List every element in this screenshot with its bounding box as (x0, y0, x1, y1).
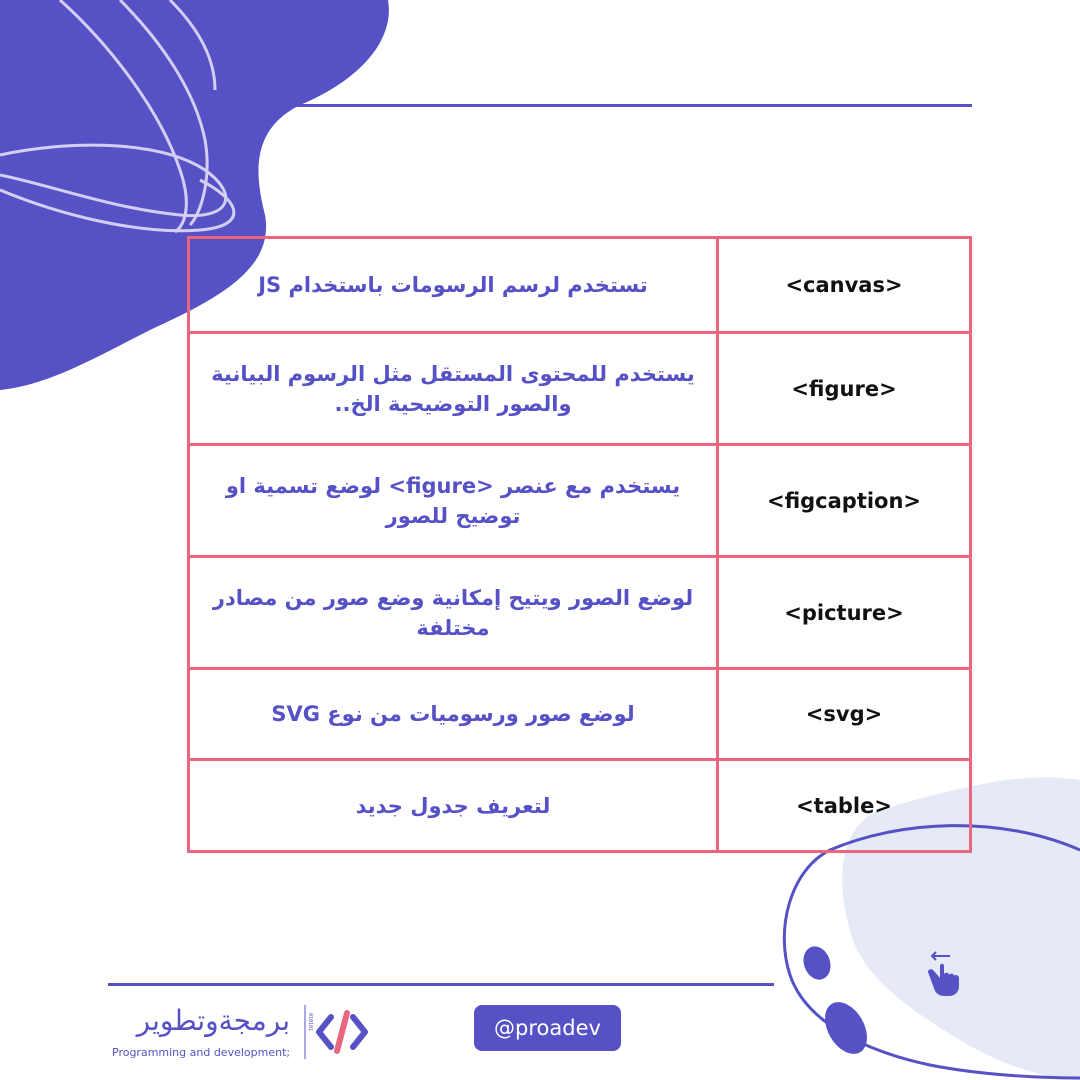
table-row (189, 445, 971, 557)
html-tags-table (187, 236, 972, 853)
tag-name: <table> (718, 760, 971, 852)
tag-name: <figcaption> (718, 445, 971, 557)
table-row (189, 238, 971, 333)
tag-description: لوضع صور ورسوميات من نوع SVG (189, 669, 718, 760)
tag-name: <picture> (718, 557, 971, 669)
top-divider (290, 104, 972, 107)
tag-name: <figure> (718, 333, 971, 445)
tag-description: تستخدم لرسم الرسومات باستخدام JS (189, 238, 718, 333)
table-row (189, 333, 971, 445)
tag-description: يستخدم مع عنصر <figure> لوضع تسمية او توضيح للصور (189, 445, 718, 557)
oval-small (799, 943, 835, 984)
tag-description: لتعريف جدول جديد (189, 760, 718, 852)
tag-description: يستخدم للمحتوى المستقل مثل الرسوم البيانية والصور التوضيحية الخ.. (189, 333, 718, 445)
tag-description: لوضع الصور ويتيح إمكانية وضع صور من مصادر مختلفة (189, 557, 718, 669)
code-brackets-icon (303, 1003, 373, 1061)
table-row (189, 669, 971, 760)
bottom-divider (108, 983, 774, 986)
pointing-hand-icon (918, 948, 968, 998)
arrow-left-icon (932, 952, 950, 960)
oval-large (816, 995, 875, 1061)
tag-name: <svg> (718, 669, 971, 760)
social-handle-badge: @proadev (474, 1005, 621, 1051)
table-row (189, 760, 971, 852)
table-row (189, 557, 971, 669)
tag-name: <canvas> (718, 238, 971, 333)
brand-tagline: Programming and development; (112, 1046, 291, 1059)
logo-bits: 010101 (307, 1013, 313, 1032)
brand-name: برمجةوتطوير (136, 1004, 290, 1037)
